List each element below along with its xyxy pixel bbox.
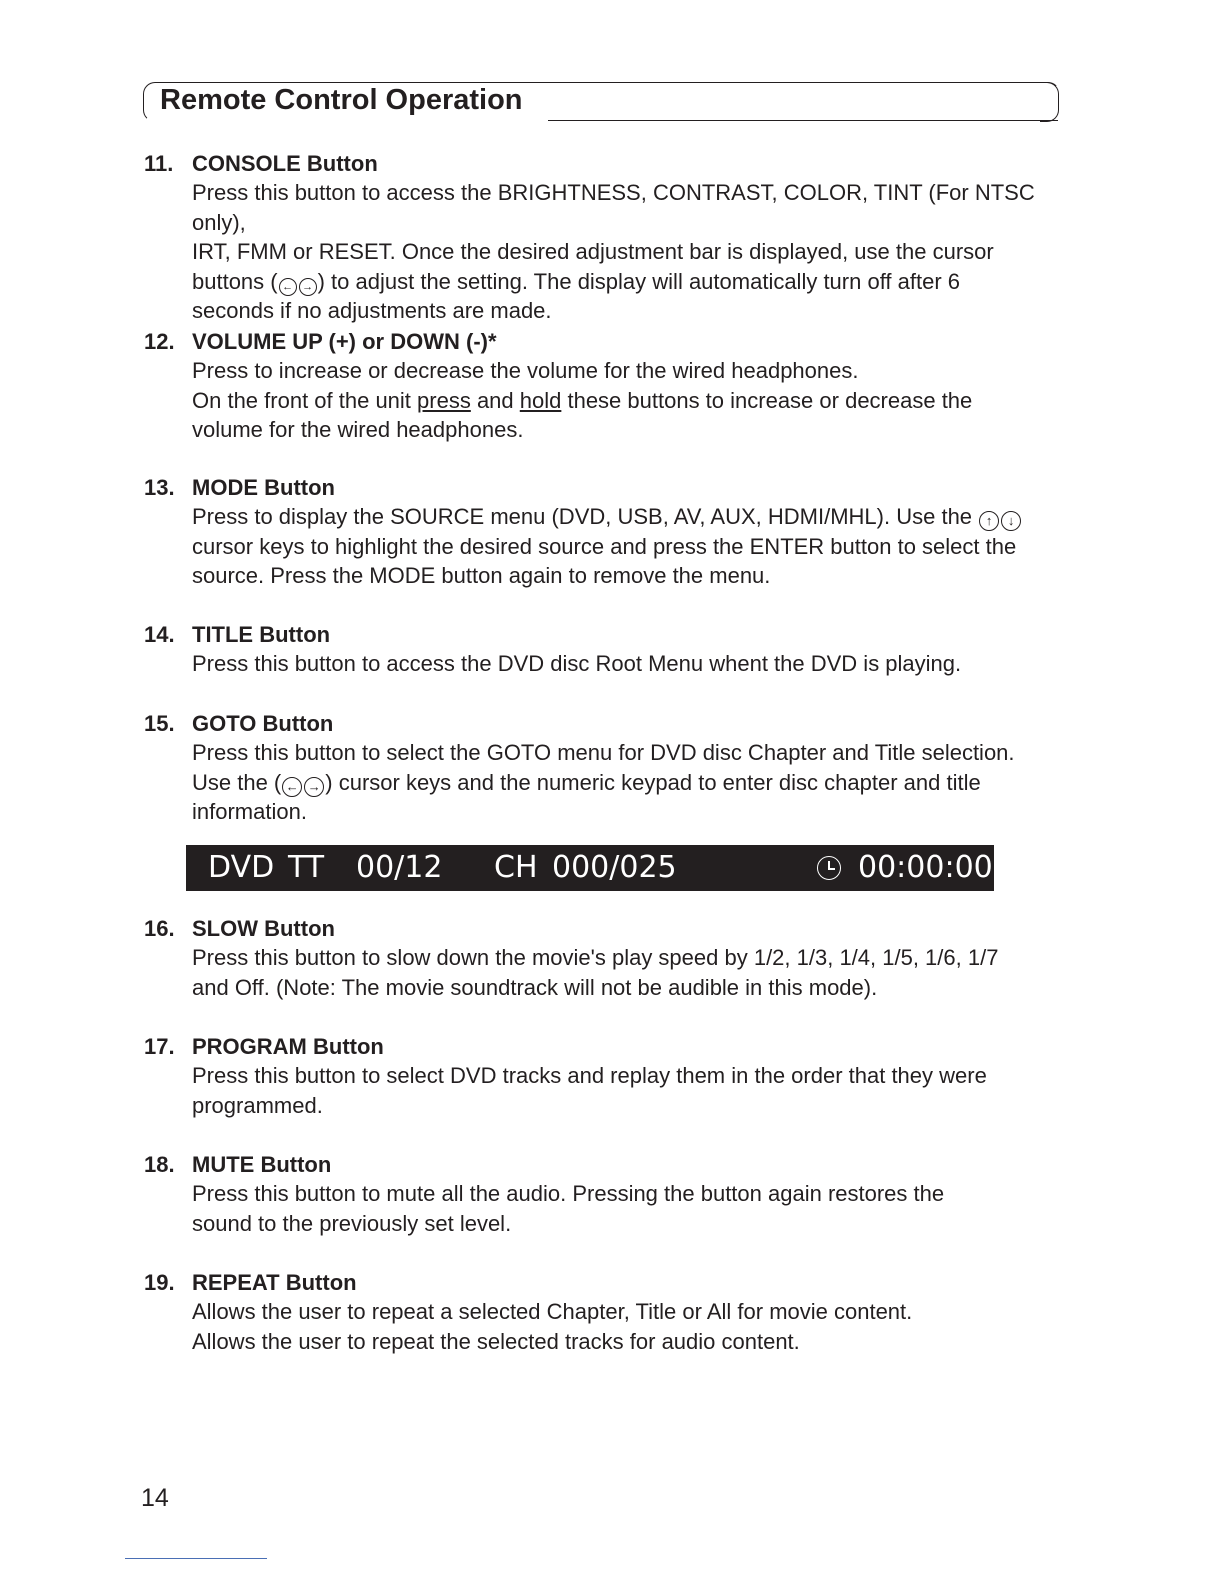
osd-tt-value: 00/12	[356, 850, 443, 885]
body-line: Press this button to select the GOTO menu for DVD disc Chapter and Title selection.	[192, 740, 1015, 765]
section-slow-button	[144, 915, 1084, 1002]
section-title: SLOW Button	[192, 916, 335, 941]
section-mode-button	[144, 474, 1084, 591]
body-line: information.	[192, 799, 307, 824]
body-line: sound to the previously set level.	[192, 1210, 512, 1236]
section-repeat-button	[144, 1269, 1084, 1356]
body-line: Use the ( ← → ) cursor keys and the numeric keypad to enter disc chapter and title	[192, 769, 981, 795]
section-number: 14.	[144, 622, 175, 647]
section-title: MODE Button	[192, 475, 335, 500]
body-line: seconds if no adjustments are made.	[192, 298, 552, 323]
osd-time: 00:00:00	[858, 850, 993, 885]
section-number: 15.	[144, 711, 175, 736]
osd-ch-value: 000/025	[552, 850, 677, 885]
section-title: PROGRAM Button	[192, 1034, 384, 1059]
section-goto-button	[144, 710, 1084, 827]
section-title: GOTO Button	[192, 711, 334, 736]
page-number: 14	[141, 1484, 169, 1512]
body-line: Allows the user to repeat a selected Chapter, Title or All for movie content.	[192, 1299, 913, 1324]
section-title: REPEAT Button	[192, 1270, 357, 1295]
body-line: Press this button to mute all the audio. Pressing the button again restores the	[192, 1181, 945, 1206]
section-title: TITLE Button	[192, 622, 331, 647]
body-line: buttons ( ← → ) to adjust the setting. The display will automatically turn off after 6	[192, 268, 961, 294]
left-cursor-icon: ←	[279, 278, 297, 296]
section-number: 19.	[144, 1270, 175, 1295]
header-frame-end	[1040, 82, 1059, 122]
page-title: Remote Control Operation	[160, 84, 523, 116]
down-cursor-icon: ↓	[1001, 511, 1021, 531]
section-console-button	[144, 150, 1084, 326]
body-line: volume for the wired headphones.	[192, 417, 524, 442]
osd-ch-label: CH	[494, 850, 538, 885]
body-line: programmed.	[192, 1092, 323, 1118]
section-title: CONSOLE Button	[192, 151, 378, 176]
osd-source: DVD	[208, 850, 275, 885]
body-line: On the front of the unit press and hold these buttons to increase or decrease the	[192, 387, 973, 413]
section-title-button	[144, 621, 1084, 679]
section-number: 13.	[144, 475, 175, 500]
body-line: Press to increase or decrease the volume for the wired headphones.	[192, 358, 859, 383]
section-program-button	[144, 1033, 1084, 1120]
body-line: Press this button to access the DVD disc Root Menu whent the DVD is playing.	[192, 651, 962, 676]
goto-osd-bar	[186, 845, 994, 891]
section-number: 17.	[144, 1034, 175, 1059]
section-title: MUTE Button	[192, 1152, 332, 1177]
body-line: cursor keys to highlight the desired source and press the ENTER button to select the	[192, 533, 1017, 559]
body-line: Allows the user to repeat the selected tracks for audio content.	[192, 1328, 800, 1354]
body-line: Press this button to slow down the movie's play speed by 1/2, 1/3, 1/4, 1/5, 1/6, 1/7	[192, 945, 999, 970]
body-line: and Off. (Note: The movie soundtrack will not be audible in this mode).	[192, 974, 878, 1000]
section-volume	[144, 328, 1084, 445]
up-cursor-icon: ↑	[979, 511, 999, 531]
body-line: Press this button to select DVD tracks and replay them in the order that they were	[192, 1063, 987, 1088]
left-cursor-icon: ←	[282, 777, 302, 797]
right-cursor-icon: →	[304, 777, 324, 797]
body-line: IRT, FMM or RESET. Once the desired adjustment bar is displayed, use the cursor	[192, 239, 994, 264]
footer-rule	[125, 1558, 267, 1559]
section-number: 11.	[144, 151, 174, 176]
section-number: 12.	[144, 329, 175, 354]
section-number: 18.	[144, 1152, 175, 1177]
section-title: VOLUME UP (+) or DOWN (-)*	[192, 329, 497, 354]
right-cursor-icon: →	[299, 278, 317, 296]
body-line: source. Press the MODE button again to remove the menu.	[192, 563, 771, 588]
header-rule	[548, 120, 1058, 121]
osd-tt-label: TT	[288, 850, 325, 885]
clock-icon	[817, 856, 841, 880]
body-line: Press to display the SOURCE menu (DVD, USB, AV, AUX, HDMI/MHL). Use the ↑ ↓	[192, 502, 1084, 532]
section-mute-button	[144, 1151, 1084, 1238]
body-line: Press this button to access the BRIGHTNESS, CONTRAST, COLOR, TINT (For NTSC only),	[192, 180, 1035, 235]
section-number: 16.	[144, 916, 175, 941]
